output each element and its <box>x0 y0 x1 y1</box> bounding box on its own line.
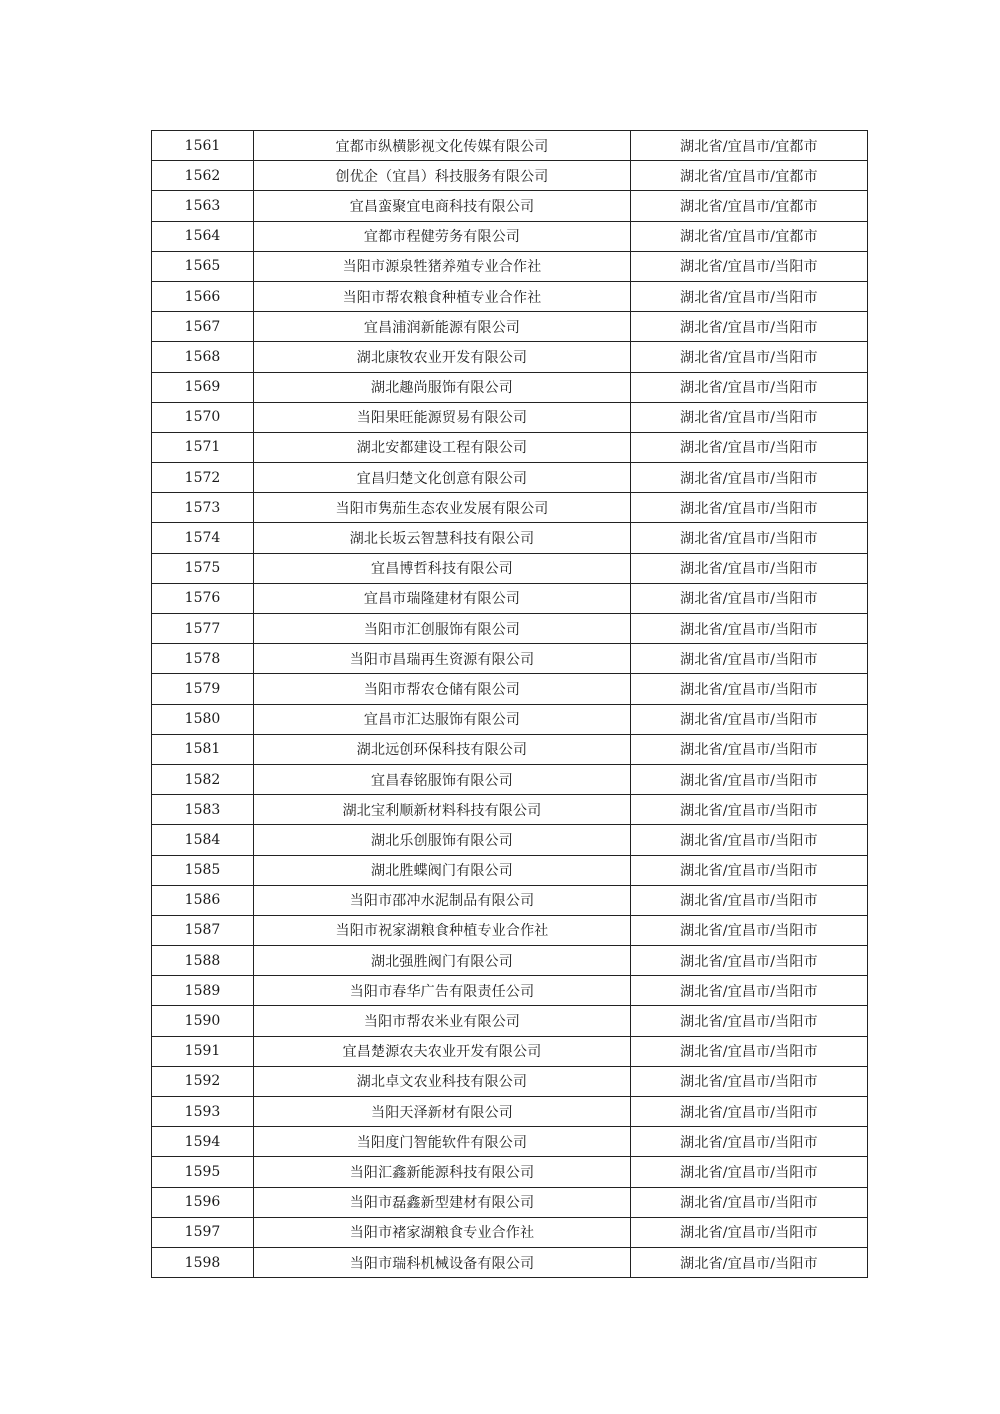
table-row <box>152 704 868 734</box>
row-number-cell: 1578 <box>152 644 254 674</box>
table-row <box>152 644 868 674</box>
table-row <box>152 946 868 976</box>
row-number-cell: 1561 <box>152 131 254 161</box>
row-number-cell: 1585 <box>152 855 254 885</box>
table-row <box>152 1006 868 1036</box>
table-row <box>152 191 868 221</box>
row-number-cell: 1572 <box>152 463 254 493</box>
table-row <box>152 1187 868 1217</box>
table-row <box>152 432 868 462</box>
table-row <box>152 734 868 764</box>
company-name-cell: 当阳市源泉牲猪养殖专业合作社 <box>254 251 631 281</box>
table-row <box>152 1127 868 1157</box>
table-row <box>152 312 868 342</box>
table-row <box>152 885 868 915</box>
company-name-cell: 当阳市褚家湖粮食专业合作社 <box>254 1217 631 1247</box>
region-cell: 湖北省/宜昌市/当阳市 <box>631 1157 868 1187</box>
table-row <box>152 161 868 191</box>
row-number-cell: 1591 <box>152 1036 254 1066</box>
company-name-cell: 宜昌归楚文化创意有限公司 <box>254 463 631 493</box>
table-row <box>152 583 868 613</box>
region-cell: 湖北省/宜昌市/当阳市 <box>631 251 868 281</box>
table-row <box>152 221 868 251</box>
company-name-cell: 宜昌博哲科技有限公司 <box>254 553 631 583</box>
row-number-cell: 1562 <box>152 161 254 191</box>
region-cell: 湖北省/宜昌市/宜都市 <box>631 161 868 191</box>
table-row <box>152 1036 868 1066</box>
company-name-cell: 宜昌楚源农夫农业开发有限公司 <box>254 1036 631 1066</box>
region-cell: 湖北省/宜昌市/当阳市 <box>631 764 868 794</box>
company-name-cell: 当阳果旺能源贸易有限公司 <box>254 402 631 432</box>
company-name-cell: 当阳市昌瑞再生资源有限公司 <box>254 644 631 674</box>
company-name-cell: 湖北强胜阀门有限公司 <box>254 946 631 976</box>
row-number-cell: 1570 <box>152 402 254 432</box>
company-name-cell: 当阳市瑞科机械设备有限公司 <box>254 1247 631 1277</box>
region-cell: 湖北省/宜昌市/宜都市 <box>631 191 868 221</box>
company-name-cell: 当阳天泽新材有限公司 <box>254 1097 631 1127</box>
row-number-cell: 1583 <box>152 795 254 825</box>
region-cell: 湖北省/宜昌市/当阳市 <box>631 432 868 462</box>
table-row <box>152 402 868 432</box>
row-number-cell: 1597 <box>152 1217 254 1247</box>
region-cell: 湖北省/宜昌市/当阳市 <box>631 312 868 342</box>
table-row <box>152 1066 868 1096</box>
company-name-cell: 湖北卓文农业科技有限公司 <box>254 1066 631 1096</box>
region-cell: 湖北省/宜昌市/当阳市 <box>631 1187 868 1217</box>
row-number-cell: 1593 <box>152 1097 254 1127</box>
row-number-cell: 1567 <box>152 312 254 342</box>
row-number-cell: 1586 <box>152 885 254 915</box>
region-cell: 湖北省/宜昌市/当阳市 <box>631 463 868 493</box>
region-cell: 湖北省/宜昌市/当阳市 <box>631 885 868 915</box>
row-number-cell: 1596 <box>152 1187 254 1217</box>
row-number-cell: 1584 <box>152 825 254 855</box>
region-cell: 湖北省/宜昌市/当阳市 <box>631 1127 868 1157</box>
table-row <box>152 1097 868 1127</box>
table-row <box>152 915 868 945</box>
table-row <box>152 281 868 311</box>
region-cell: 湖北省/宜昌市/当阳市 <box>631 1036 868 1066</box>
row-number-cell: 1595 <box>152 1157 254 1187</box>
row-number-cell: 1573 <box>152 493 254 523</box>
region-cell: 湖北省/宜昌市/当阳市 <box>631 614 868 644</box>
table-body <box>152 131 868 1278</box>
row-number-cell: 1576 <box>152 583 254 613</box>
region-cell: 湖北省/宜昌市/当阳市 <box>631 704 868 734</box>
company-name-cell: 当阳度门智能软件有限公司 <box>254 1127 631 1157</box>
region-cell: 湖北省/宜昌市/当阳市 <box>631 342 868 372</box>
row-number-cell: 1594 <box>152 1127 254 1157</box>
region-cell: 湖北省/宜昌市/当阳市 <box>631 1217 868 1247</box>
region-cell: 湖北省/宜昌市/当阳市 <box>631 644 868 674</box>
region-cell: 湖北省/宜昌市/当阳市 <box>631 976 868 1006</box>
region-cell: 湖北省/宜昌市/当阳市 <box>631 825 868 855</box>
company-name-cell: 宜昌浦润新能源有限公司 <box>254 312 631 342</box>
region-cell: 湖北省/宜昌市/当阳市 <box>631 372 868 402</box>
table-row <box>152 1157 868 1187</box>
row-number-cell: 1598 <box>152 1247 254 1277</box>
company-name-cell: 宜昌市瑞隆建材有限公司 <box>254 583 631 613</box>
company-name-cell: 当阳市帮农仓储有限公司 <box>254 674 631 704</box>
region-cell: 湖北省/宜昌市/当阳市 <box>631 493 868 523</box>
company-name-cell: 当阳市隽茄生态农业发展有限公司 <box>254 493 631 523</box>
table-row <box>152 674 868 704</box>
company-name-cell: 宜都市程健劳务有限公司 <box>254 221 631 251</box>
company-name-cell: 宜昌春铭服饰有限公司 <box>254 764 631 794</box>
company-name-cell: 湖北长坂云智慧科技有限公司 <box>254 523 631 553</box>
company-name-cell: 湖北康牧农业开发有限公司 <box>254 342 631 372</box>
company-table <box>151 130 868 1278</box>
table-row <box>152 614 868 644</box>
company-name-cell: 湖北趣尚服饰有限公司 <box>254 372 631 402</box>
region-cell: 湖北省/宜昌市/当阳市 <box>631 1247 868 1277</box>
region-cell: 湖北省/宜昌市/当阳市 <box>631 1097 868 1127</box>
table-row <box>152 764 868 794</box>
region-cell: 湖北省/宜昌市/当阳市 <box>631 734 868 764</box>
row-number-cell: 1571 <box>152 432 254 462</box>
row-number-cell: 1592 <box>152 1066 254 1096</box>
row-number-cell: 1565 <box>152 251 254 281</box>
row-number-cell: 1590 <box>152 1006 254 1036</box>
table-row <box>152 1247 868 1277</box>
table-row <box>152 825 868 855</box>
region-cell: 湖北省/宜昌市/当阳市 <box>631 553 868 583</box>
region-cell: 湖北省/宜昌市/宜都市 <box>631 131 868 161</box>
row-number-cell: 1566 <box>152 281 254 311</box>
company-name-cell: 当阳市祝家湖粮食种植专业合作社 <box>254 915 631 945</box>
table-row <box>152 855 868 885</box>
company-name-cell: 宜昌市汇达服饰有限公司 <box>254 704 631 734</box>
region-cell: 湖北省/宜昌市/当阳市 <box>631 523 868 553</box>
table-row <box>152 251 868 281</box>
region-cell: 湖北省/宜昌市/当阳市 <box>631 1006 868 1036</box>
region-cell: 湖北省/宜昌市/当阳市 <box>631 1066 868 1096</box>
row-number-cell: 1581 <box>152 734 254 764</box>
region-cell: 湖北省/宜昌市/当阳市 <box>631 281 868 311</box>
region-cell: 湖北省/宜昌市/宜都市 <box>631 221 868 251</box>
region-cell: 湖北省/宜昌市/当阳市 <box>631 915 868 945</box>
row-number-cell: 1589 <box>152 976 254 1006</box>
row-number-cell: 1568 <box>152 342 254 372</box>
company-name-cell: 湖北乐创服饰有限公司 <box>254 825 631 855</box>
table-row <box>152 372 868 402</box>
table-row <box>152 553 868 583</box>
table-row <box>152 342 868 372</box>
company-name-cell: 创优企（宜昌）科技服务有限公司 <box>254 161 631 191</box>
company-name-cell: 当阳市帮农米业有限公司 <box>254 1006 631 1036</box>
table-row <box>152 131 868 161</box>
table-row <box>152 463 868 493</box>
row-number-cell: 1579 <box>152 674 254 704</box>
region-cell: 湖北省/宜昌市/当阳市 <box>631 674 868 704</box>
company-name-cell: 当阳市帮农粮食种植专业合作社 <box>254 281 631 311</box>
row-number-cell: 1577 <box>152 614 254 644</box>
row-number-cell: 1575 <box>152 553 254 583</box>
region-cell: 湖北省/宜昌市/当阳市 <box>631 855 868 885</box>
row-number-cell: 1588 <box>152 946 254 976</box>
company-name-cell: 湖北胜蝶阀门有限公司 <box>254 855 631 885</box>
row-number-cell: 1569 <box>152 372 254 402</box>
table-row <box>152 493 868 523</box>
row-number-cell: 1580 <box>152 704 254 734</box>
row-number-cell: 1574 <box>152 523 254 553</box>
company-name-cell: 宜都市纵横影视文化传媒有限公司 <box>254 131 631 161</box>
region-cell: 湖北省/宜昌市/当阳市 <box>631 795 868 825</box>
company-name-cell: 当阳市邵冲水泥制品有限公司 <box>254 885 631 915</box>
region-cell: 湖北省/宜昌市/当阳市 <box>631 402 868 432</box>
table-row <box>152 1217 868 1247</box>
region-cell: 湖北省/宜昌市/当阳市 <box>631 583 868 613</box>
row-number-cell: 1587 <box>152 915 254 945</box>
company-name-cell: 当阳汇鑫新能源科技有限公司 <box>254 1157 631 1187</box>
company-name-cell: 湖北宝利顺新材料科技有限公司 <box>254 795 631 825</box>
row-number-cell: 1582 <box>152 764 254 794</box>
company-name-cell: 宜昌蛮聚宜电商科技有限公司 <box>254 191 631 221</box>
company-name-cell: 当阳市春华广告有限责任公司 <box>254 976 631 1006</box>
company-name-cell: 当阳市磊鑫新型建材有限公司 <box>254 1187 631 1217</box>
table-row <box>152 795 868 825</box>
row-number-cell: 1564 <box>152 221 254 251</box>
table-row <box>152 523 868 553</box>
region-cell: 湖北省/宜昌市/当阳市 <box>631 946 868 976</box>
company-name-cell: 湖北安都建设工程有限公司 <box>254 432 631 462</box>
table-row <box>152 976 868 1006</box>
company-name-cell: 当阳市汇创服饰有限公司 <box>254 614 631 644</box>
row-number-cell: 1563 <box>152 191 254 221</box>
company-name-cell: 湖北远创环保科技有限公司 <box>254 734 631 764</box>
